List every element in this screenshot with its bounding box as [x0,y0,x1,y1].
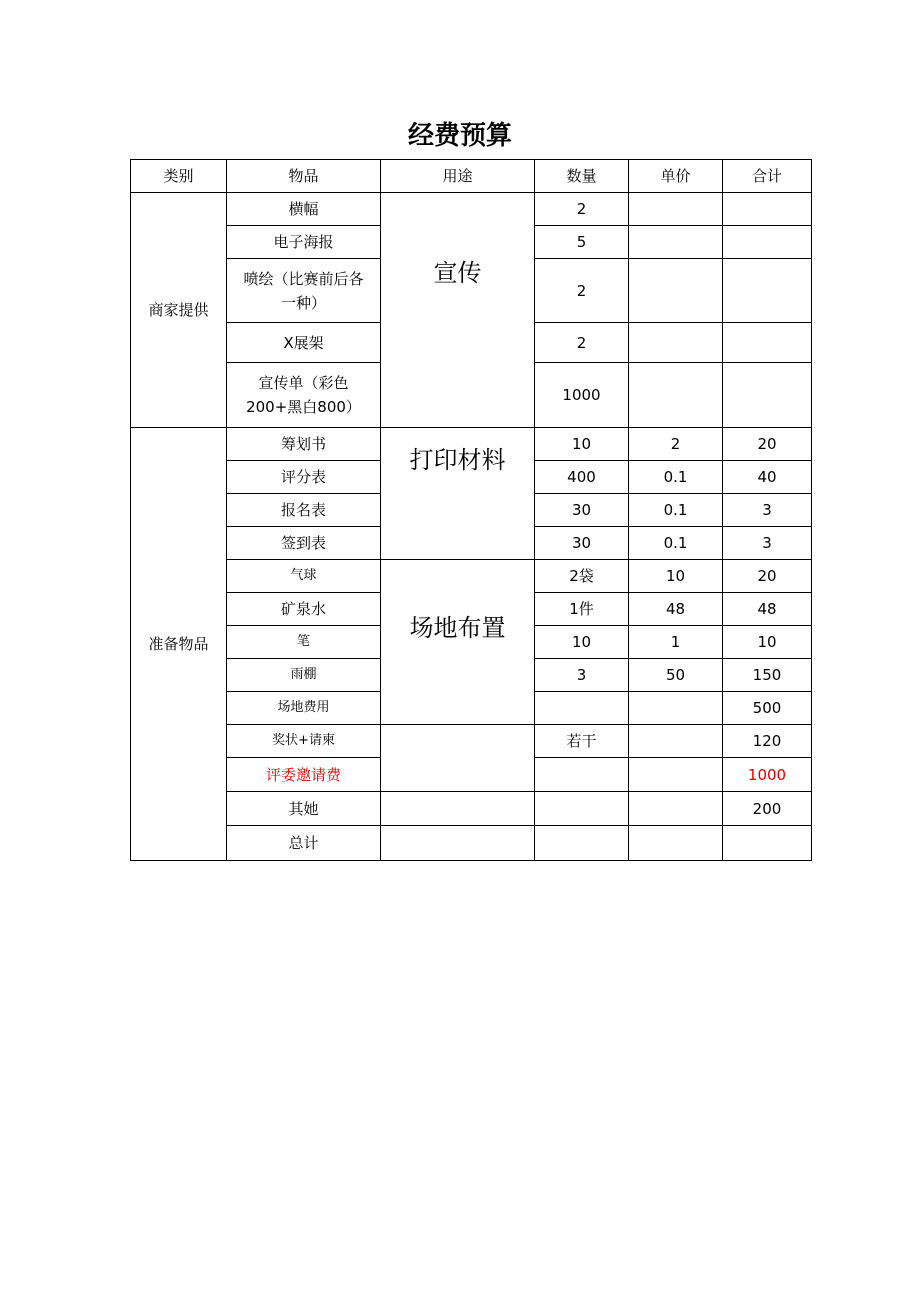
unit-price-cell: 0.1 [629,461,723,494]
unit-price-cell [629,758,723,792]
item-cell: 雨棚 [227,659,381,692]
total-cell: 3 [723,527,812,560]
purpose-empty [381,792,535,826]
page-title: 经费预算 [407,121,512,151]
header-item: 物品 [227,160,381,193]
header-row [131,160,812,193]
total-cell [723,323,812,363]
total-cell: 1000 [723,758,812,792]
item-cell: 奖状+请柬 [227,725,381,758]
item-cell: 报名表 [227,494,381,527]
qty-cell: 2 [535,259,629,323]
total-cell: 500 [723,692,812,725]
grand-total-label: 总计 [227,826,381,861]
qty-cell: 10 [535,428,629,461]
qty-cell: 5 [535,226,629,259]
total-cell: 40 [723,461,812,494]
qty-cell: 30 [535,494,629,527]
item-cell: 其她 [227,792,381,826]
unit-price-cell [629,363,723,428]
unit-price-cell [629,193,723,226]
total-cell [723,259,812,323]
total-cell [723,193,812,226]
unit-price-cell [629,692,723,725]
table-row [131,725,812,758]
total-cell: 20 [723,428,812,461]
header-purpose: 用途 [381,160,535,193]
item-cell: 气球 [227,560,381,593]
purpose-publicity-label: 宣传 [433,259,482,287]
header-total: 合计 [723,160,812,193]
qty-cell: 10 [535,626,629,659]
total-cell: 200 [723,792,812,826]
purpose-empty [381,826,535,861]
total-cell: 20 [723,560,812,593]
qty-cell: 2 [535,193,629,226]
header-unit-price: 单价 [629,160,723,193]
item-cell: 筹划书 [227,428,381,461]
unit-price-cell [629,725,723,758]
item-cell: 横幅 [227,193,381,226]
item-cell: 喷绘（比赛前后各一种） [227,259,381,323]
purpose-printing [381,428,535,560]
qty-cell: 3 [535,659,629,692]
qty-cell: 若干 [535,725,629,758]
total-cell: 3 [723,494,812,527]
total-cell [723,363,812,428]
unit-price-cell [629,226,723,259]
qty-cell: 30 [535,527,629,560]
qty-cell [535,692,629,725]
item-cell: 场地费用 [227,692,381,725]
unit-price-cell: 48 [629,593,723,626]
unit-price-cell: 10 [629,560,723,593]
unit-price-cell: 2 [629,428,723,461]
header-category: 类别 [131,160,227,193]
item-cell: X展架 [227,323,381,363]
qty-cell: 400 [535,461,629,494]
total-cell [723,226,812,259]
qty-cell: 1000 [535,363,629,428]
header-quantity: 数量 [535,160,629,193]
category-prepare: 准备物品 [131,428,227,861]
unit-price-cell: 0.1 [629,494,723,527]
purpose-publicity [381,193,535,428]
total-cell: 150 [723,659,812,692]
qty-cell [535,826,629,861]
qty-cell [535,758,629,792]
purpose-empty [381,725,535,792]
table-row [131,792,812,826]
item-cell: 笔 [227,626,381,659]
item-cell: 评委邀请费 [227,758,381,792]
item-cell: 评分表 [227,461,381,494]
purpose-venue [381,560,535,725]
table-row [131,193,812,226]
purpose-printing-label: 打印材料 [409,446,506,474]
grand-total-value [723,826,812,861]
unit-price-cell: 0.1 [629,527,723,560]
category-merchant: 商家提供 [131,193,227,428]
qty-cell: 2 [535,323,629,363]
qty-cell [535,792,629,826]
unit-price-cell: 1 [629,626,723,659]
total-cell: 10 [723,626,812,659]
table-row [131,826,812,861]
qty-cell: 2袋 [535,560,629,593]
total-cell: 120 [723,725,812,758]
table-row [131,560,812,593]
unit-price-cell [629,259,723,323]
budget-table [130,159,812,861]
item-cell: 电子海报 [227,226,381,259]
item-cell: 签到表 [227,527,381,560]
total-cell: 48 [723,593,812,626]
unit-price-cell [629,323,723,363]
unit-price-cell [629,792,723,826]
unit-price-cell [629,826,723,861]
table-row [131,428,812,461]
unit-price-cell: 50 [629,659,723,692]
item-cell: 宣传单（彩色200+黑白800） [227,363,381,428]
item-cell: 矿泉水 [227,593,381,626]
qty-cell: 1件 [535,593,629,626]
purpose-venue-label: 场地布置 [409,614,506,642]
